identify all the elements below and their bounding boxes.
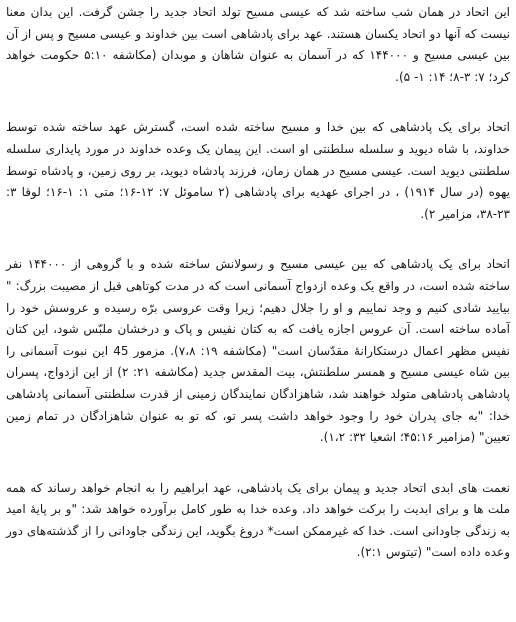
paragraph-4: نعمت های ابدی اتحاد جدید و پیمان برای یک پادشاهی، عهد ابراهیم را به انجام خواهد رساند که همه ملت ها و برای ابدیت را برکت خواهد داد. وعده خدا به طور کامل برآورده خواهد شد: "و بر پایهٔ امید به زندگی جاودانی است. خدا که غیرممکن است* دروغ بگوید، این زندگی جاودانی را از گذشته‌های دور وعده داده است" (تیتوس ۲:۱).: [6, 480, 510, 560]
paragraph-2: اتحاد برای یک پادشاهی که بین خدا و مسیح ساخته شده است، گسترش عهد ساخته شده توسط خداوند، با شاه دیوید و سلسله سلطنتی او است. این پیمان یک وعده خداوند در مورد پایداری سلسله سلطنتی دیوید است. عیسی مسیح در همان زمان، فرزند پادشاه دیوید، بر روی زمین، و پادشاه توسط یهوه (در سال ۱۹۱۴) ، در اجرای عهدیه برای پادشاهی (۲ ساموئل ۷: ۱۲-۱۶؛ متی ۱: ۱-۱۶؛ لوقا ۳: ۲۳-۳۸، مزامیر ۲).: [6, 120, 510, 221]
paragraph-3: اتحاد برای یک پادشاهی که بین عیسی مسیح و رسولانش ساخته شده و با گروهی از ۱۴۴۰۰۰ نفر ساخته شده است، در واقع یک وعده ازدواج آسمانی است که در مدت کوتاهی قبل از مصیبت بزرگ: " بیایید شادی کنیم و وجد نماییم و او را جلال دهیم؛ زیرا وقت عروسی برّه رسیده و عروسش خود را آماده ساخته است. آن عروس اجازه یافت که به کتان نفیس و پاک و درخشان ملبّس شود، این کتان نفیس مظهر اعمال درستکارانهٔ مقدّسان است" (مکاشفه ۱۹: ۷،۸). مزمور 45 این نبوت آسمانی را بین شاه عیسی مسیح و همسر سلطنتش، بیت المقدس جدید (مکاشفه ۲۱: ۲) از این ازدواج، پسران پادشاهی پادشاهی متولد خواهند شد، شاهزادگان نمایندگان زمینی از قدرت سلطنتی آسمانی پادشاهی خدا: "به جای پدران خود را وجود خواهد داشت پسر تو، که تو به عنوان شاهزادگان در تمام زمین تعیین" (مزامیر ۴۵:۱۶؛ اشعیا ۳۲: ۱،۲).: [6, 257, 510, 445]
paragraph-1: این اتحاد در همان شب ساخته شد که عیسی مسیح تولد اتحاد جدید را جشن گرفت. این بدان معنا نیست که آنها دو اتحاد یکسان هستند. عهد برای پادشاهی است بین خداوند و عیسی مسیح و پس از آن بین عیسی مسیح و ۱۴۴۰۰۰ که در آسمان به عنوان شاهان و موبدان (مکاشفه ۵:۱۰ حکومت خواهد کرد؛ ۷: ۳-۸؛ ۱۴: ۱- ۵).: [6, 5, 510, 84]
